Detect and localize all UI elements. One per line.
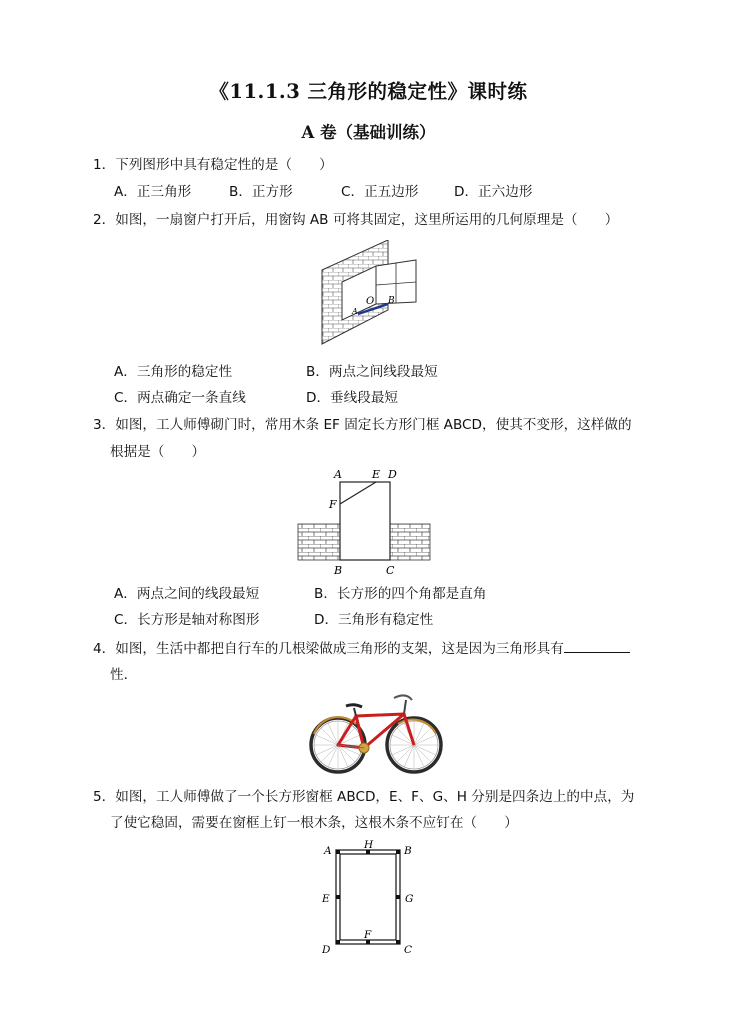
wood-strip-ef (340, 482, 376, 504)
q4-answer-blank (564, 638, 630, 653)
q3-option-d: D．三角形有稳定性 (314, 612, 434, 628)
q3-stem-line2: 根据是（ ） (110, 444, 206, 460)
label-g: G (405, 893, 414, 905)
q1-option-c: C．正五边形 (341, 184, 419, 200)
q5-stem-line1: 5．如图，工人师傅做了一个长方形窗框 ABCD，E、F、G、H 分别是四条边上的中点，为 (93, 789, 635, 805)
label-f: F (364, 929, 372, 941)
q1-stem: 1．下列图形中具有稳定性的是（ ） (93, 157, 333, 173)
window-frame-inner (340, 854, 396, 940)
q1-option-a: A．正三角形 (114, 184, 192, 200)
label-h: H (364, 839, 374, 851)
door-frame-abcd (340, 482, 390, 560)
label-e: E (322, 893, 330, 905)
open-window-panel (376, 260, 416, 304)
label-a: A (334, 468, 342, 481)
q4-stem-line2: 性． (110, 667, 138, 683)
q1-option-b: B．正方形 (229, 184, 293, 200)
q1-option-d: D．正六边形 (454, 184, 533, 200)
label-a: A (324, 845, 332, 857)
q2-option-b: B．两点之间线段最短 (306, 364, 438, 380)
window-figure (318, 240, 428, 350)
label-e: E (372, 468, 381, 481)
label-c: C (386, 564, 395, 577)
q3-option-b: B．长方形的四个角都是直角 (314, 586, 487, 602)
window-frame-figure (314, 838, 426, 958)
left-brick-wall (298, 524, 340, 560)
q2-option-c: C．两点确定一条直线 (114, 390, 246, 406)
q3-option-c: C．长方形是轴对称图形 (114, 612, 260, 628)
saddle (346, 705, 362, 707)
label-o: O (366, 296, 375, 307)
section-subtitle: A 卷（基础训练） (301, 123, 436, 142)
q3-option-a: A．两点之间的线段最短 (114, 586, 260, 602)
handlebar (394, 695, 412, 700)
q4-stem-line1 (93, 638, 630, 659)
label-b: B (388, 296, 395, 306)
q2-stem: 2．如图，一扇窗户打开后，用窗钩 AB 可将其固定，这里所运用的几何原理是（ ） (93, 212, 619, 228)
label-d: D (388, 468, 397, 481)
label-b: B (404, 845, 412, 857)
bicycle-figure (308, 688, 444, 778)
label-d: D (322, 944, 331, 956)
q2-option-a: A．三角形的稳定性 (114, 364, 233, 380)
seat-post (354, 708, 356, 716)
q2-option-d: D．垂线段最短 (306, 390, 399, 406)
label-b: B (334, 564, 343, 577)
door-frame-figure (296, 464, 432, 582)
q4-stem-text: 4．如图，生活中都把自行车的几根梁做成三角形的支架，这是因为三角形具有 (93, 641, 564, 657)
label-f: F (329, 498, 337, 511)
label-c: C (404, 944, 413, 956)
q3-stem-line1: 3．如图，工人师傅砌门时，常用木条 EF 固定长方形门框 ABCD，使其不变形，这样做的 (93, 417, 632, 433)
handlebar-stem (404, 700, 406, 714)
label-a: A (352, 307, 358, 316)
right-brick-wall (390, 524, 430, 560)
q5-stem-line2: 了使它稳固，需要在窗框上钉一根木条，这根木条不应钉在（ ） (110, 815, 518, 831)
page-title: 《11.1.3 三角形的稳定性》课时练 (209, 80, 528, 103)
